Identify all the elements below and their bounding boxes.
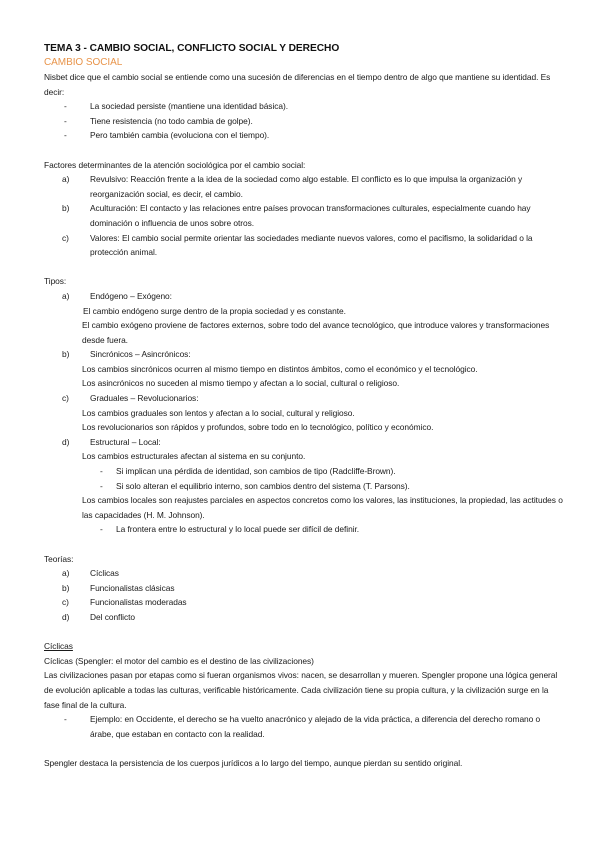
tipos-heading: Tipos: xyxy=(44,276,67,287)
list-item: a) Endógeno – Exógeno: xyxy=(44,289,564,304)
list-marker: c) xyxy=(62,597,69,608)
list-item: - Pero también cambia (evoluciona con el tiempo). xyxy=(44,128,564,143)
factores-list xyxy=(44,172,564,260)
list-item: - Ejemplo: en Occidente, el derecho se ha vuelto anacrónico y alejado de la vida práctica, a diferencia del derecho romano o árabe, que estaban en contacto con la realidad. xyxy=(64,714,541,739)
list-marker: - xyxy=(100,524,103,535)
list-item: b) Aculturación: El contacto y las relaciones entre países provocan transformaciones culturales, especialmente cuando hay dominación o influencia de unos sobre otros. xyxy=(62,203,531,228)
list-marker: a) xyxy=(62,290,70,301)
list-marker: a) xyxy=(62,174,70,185)
ciclicas-subheading: Cíclicas (Spengler: el motor del cambio es el destino de las civilizaciones) xyxy=(44,655,314,666)
tipos-list xyxy=(44,289,564,537)
list-item: c) Valores: El cambio social permite orientar las sociedades mediante nuevos valores, como el pacifismo, la solidaridad o la protección animal. xyxy=(62,232,533,258)
ciclicas-paragraph: Las civilizaciones pasan por etapas como si fueran organismos vivos: nacen, se desarrollan y mueren. Spengler propone una lógica general de evolución aplicable a todas las culturas, verificable históricamente. Cada civilización tiene su propia cultura, y la civilización surge en la fase final de la cultura. xyxy=(44,670,558,710)
list-marker: c) xyxy=(62,393,69,404)
list-marker: - xyxy=(64,115,67,126)
ciclicas-heading: Cíclicas xyxy=(44,641,73,652)
tipo-line: Los revolucionarios son rápidos y profundos, sobre todo en lo tecnológico, político y económico. xyxy=(82,422,434,433)
teorias-heading: Teorías: xyxy=(44,553,74,564)
list-item: - Tiene resistencia (no todo cambia de golpe). xyxy=(44,114,564,129)
list-item: - La sociedad persiste (mantiene una identidad básica). xyxy=(44,99,564,114)
list-item: - Si implican una pérdida de identidad, son cambios de tipo (Radcliffe-Brown). xyxy=(44,464,564,479)
list-marker: - xyxy=(100,466,103,477)
list-marker: b) xyxy=(62,349,70,360)
list-marker: - xyxy=(64,714,67,725)
teorias-list xyxy=(44,566,564,624)
document-page xyxy=(44,42,564,771)
closing-paragraph: Spengler destaca la persistencia de los cuerpos jurídicos a lo largo del tiempo, aunque pierdan su sentido original. xyxy=(44,757,463,768)
factores-heading: Factores determinantes de la atención sociológica por el cambio social: xyxy=(44,159,306,170)
tipo-line: El cambio exógeno proviene de factores externos, sobre todo del avance tecnológico, que introduce valores y transformaciones desde fuera. xyxy=(82,320,550,345)
tipo-line: Los cambios sincrónicos ocurren al mismo tiempo en distintos ámbitos, como el económico y el tecnológico. xyxy=(82,363,478,374)
tipo-line: Los cambios estructurales afectan al sistema en su conjunto. xyxy=(82,451,306,462)
list-marker: - xyxy=(64,101,67,112)
list-item: c) Funcionalistas moderadas xyxy=(44,595,564,610)
tipo-line: Los cambios graduales son lentos y afectan a lo social, cultural y religioso. xyxy=(82,407,355,418)
list-marker: d) xyxy=(62,611,70,622)
section-subtitle: CAMBIO SOCIAL xyxy=(44,57,123,68)
list-marker: b) xyxy=(62,203,70,214)
page-title: TEMA 3 - CAMBIO SOCIAL, CONFLICTO SOCIAL Y DERECHO xyxy=(44,43,340,54)
list-item: - La frontera entre lo estructural y lo local puede ser difícil de definir. xyxy=(44,522,564,537)
list-marker: b) xyxy=(62,582,70,593)
list-item: c) Graduales – Revolucionarios: xyxy=(44,391,564,406)
list-marker: - xyxy=(64,130,67,141)
list-marker: c) xyxy=(62,232,69,243)
list-item: a) Cíclicas xyxy=(44,566,564,581)
tipo-line: Los cambios locales son reajustes parciales en aspectos concretos como los valores, las instituciones, la propiedad, las actitudes o las capacidades (H. M. Johnson). xyxy=(82,495,563,520)
list-item: b) Funcionalistas clásicas xyxy=(44,581,564,596)
intro-paragraph: Nisbet dice que el cambio social se entiende como una sucesión de diferencias en el tiempo dentro de algo que mantiene su identidad. Es decir: xyxy=(44,72,551,97)
list-item: d) Del conflicto xyxy=(44,610,564,625)
list-marker: - xyxy=(100,480,103,491)
tipo-line: El cambio endógeno surge dentro de la propia sociedad y es constante. xyxy=(83,305,346,316)
list-item: - Si solo alteran el equilibrio interno, son cambios dentro del sistema (T. Parsons). xyxy=(44,479,564,494)
tipo-line: Los asincrónicos no suceden al mismo tiempo y afectan a lo social, cultural o religioso. xyxy=(82,378,400,389)
list-item: a) Revulsivo: Reacción frente a la idea de la sociedad como algo estable. El conflicto es lo que impulsa la organización y reorganización social, es decir, el cambio. xyxy=(62,174,523,199)
list-marker: a) xyxy=(62,568,70,579)
intro-list xyxy=(44,99,564,143)
list-item: b) Sincrónicos – Asincrónicos: xyxy=(44,347,564,362)
list-item: d) Estructural – Local: xyxy=(44,435,564,450)
list-marker: d) xyxy=(62,436,70,447)
